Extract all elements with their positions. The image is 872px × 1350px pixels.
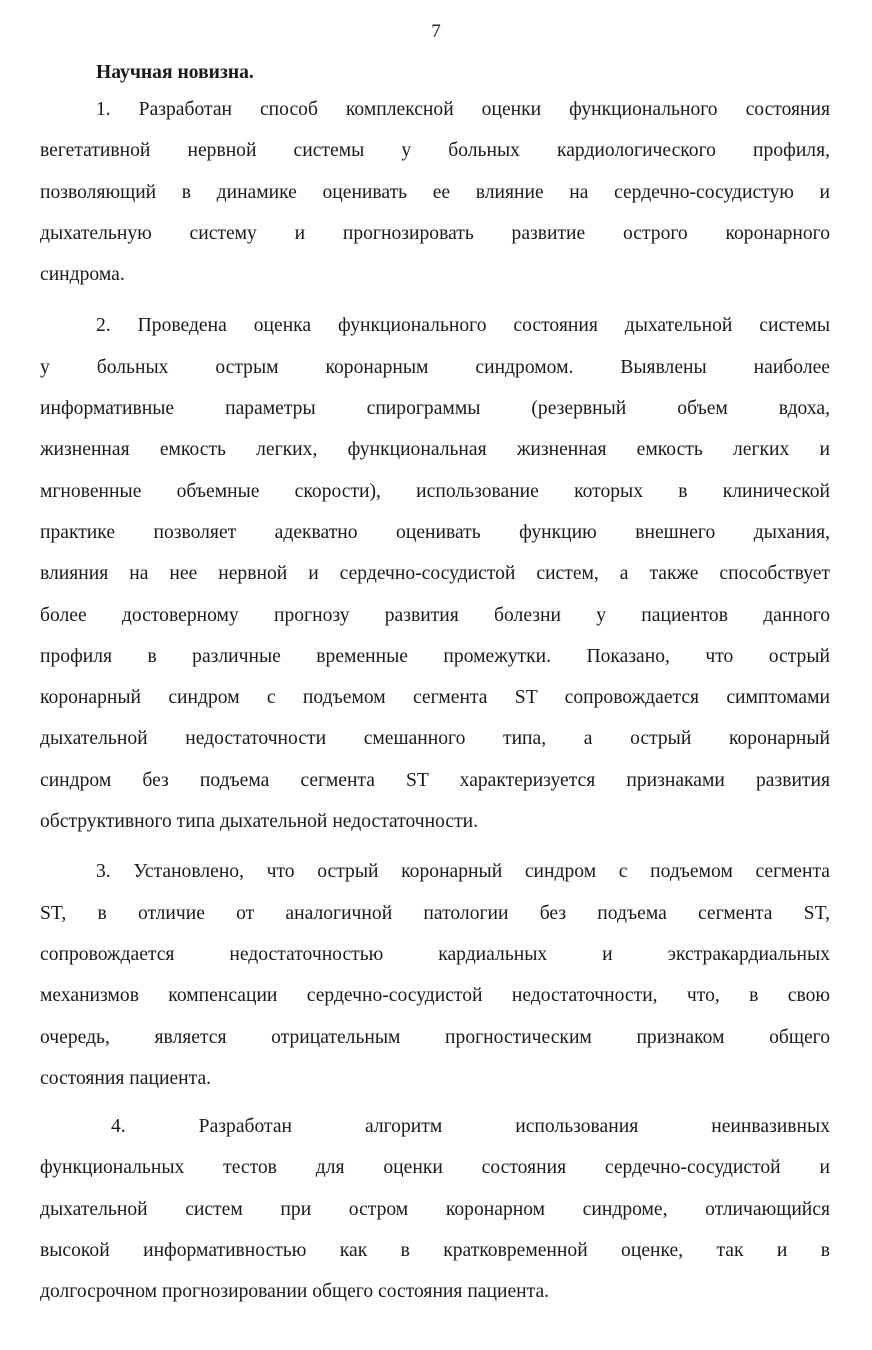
paragraph-2 <box>40 305 830 842</box>
paragraph-3 <box>40 851 830 1099</box>
paragraph-line: очередь, является отрицательным прогностическим признаком общего <box>40 1026 830 1048</box>
paragraph-line: влияния на нее нервной и сердечно-сосудистой систем, а также способствует <box>40 563 830 585</box>
paragraph-line: информативные параметры спирограммы (резервный объем вдоха, <box>40 398 830 420</box>
document-body <box>40 57 830 1313</box>
paragraph-line: функциональных тестов для оценки состояния сердечно-сосудистой и <box>40 1157 830 1179</box>
paragraph-line: высокой информативностью как в кратковременной оценке, так и в <box>40 1240 830 1262</box>
paragraph-line: механизмов компенсации сердечно-сосудистой недостаточности, что, в свою <box>40 985 830 1007</box>
paragraph-1 <box>40 89 830 295</box>
paragraph-line: мгновенные объемные скорости), использование которых в клинической <box>40 480 830 502</box>
paragraph-line: коронарный синдром с подъемом сегмента ST сопровождается симптомами <box>40 687 830 709</box>
paragraph-line: вегетативной нервной системы у больных кардиологического профиля, <box>40 140 830 162</box>
paragraph-line: более достоверному прогнозу развития болезни у пациентов данного <box>40 604 830 626</box>
paragraph-line: позволяющий в динамике оценивать ее влияние на сердечно-сосудистую и <box>40 181 830 203</box>
paragraph-line: 1. Разработан способ комплексной оценки функционального состояния <box>96 99 830 120</box>
paragraph-line: практике позволяет адекватно оценивать функцию внешнего дыхания, <box>40 521 830 543</box>
paragraph-line: дыхательной систем при остром коронарном синдроме, отличающийся <box>40 1198 830 1220</box>
paragraph-4 <box>40 1106 830 1312</box>
paragraph-line: сопровождается недостаточностью кардиальных и экстракардиальных <box>40 943 830 965</box>
paragraph-line: 2. Проведена оценка функционального состояния дыхательной системы <box>96 315 830 337</box>
section-heading: Научная новизна. <box>96 62 254 83</box>
paragraph-line: синдром без подъема сегмента ST характеризуется признаками развития <box>40 769 830 791</box>
paragraph-line: 4. Разработан алгоритм использования неинвазивных <box>111 1116 830 1138</box>
paragraph-line: дыхательную систему и прогнозировать развитие острого коронарного <box>40 222 830 244</box>
paragraph-line: профиля в различные временные промежутки. Показано, что острый <box>40 645 830 667</box>
paragraph-line: дыхательной недостаточности смешанного типа, а острый коронарный <box>40 728 830 750</box>
paragraph-line: у больных острым коронарным синдромом. Выявлены наиболее <box>40 356 830 378</box>
paragraph-line: жизненная емкость легких, функциональная жизненная емкость легких и <box>40 439 830 461</box>
page-number: 7 <box>431 21 441 42</box>
paragraph-line: синдрома. <box>40 264 125 286</box>
paragraph-line: ST, в отличие от аналогичной патологии без подъема сегмента ST, <box>40 902 830 924</box>
paragraph-line: долгосрочном прогнозировании общего состояния пациента. <box>40 1281 550 1303</box>
paragraph-line: состояния пациента. <box>40 1067 212 1089</box>
paragraph-line: 3. Установлено, что острый коронарный синдром с подъемом сегмента <box>96 861 830 883</box>
paragraph-line: обструктивного типа дыхательной недостаточности. <box>40 811 479 833</box>
